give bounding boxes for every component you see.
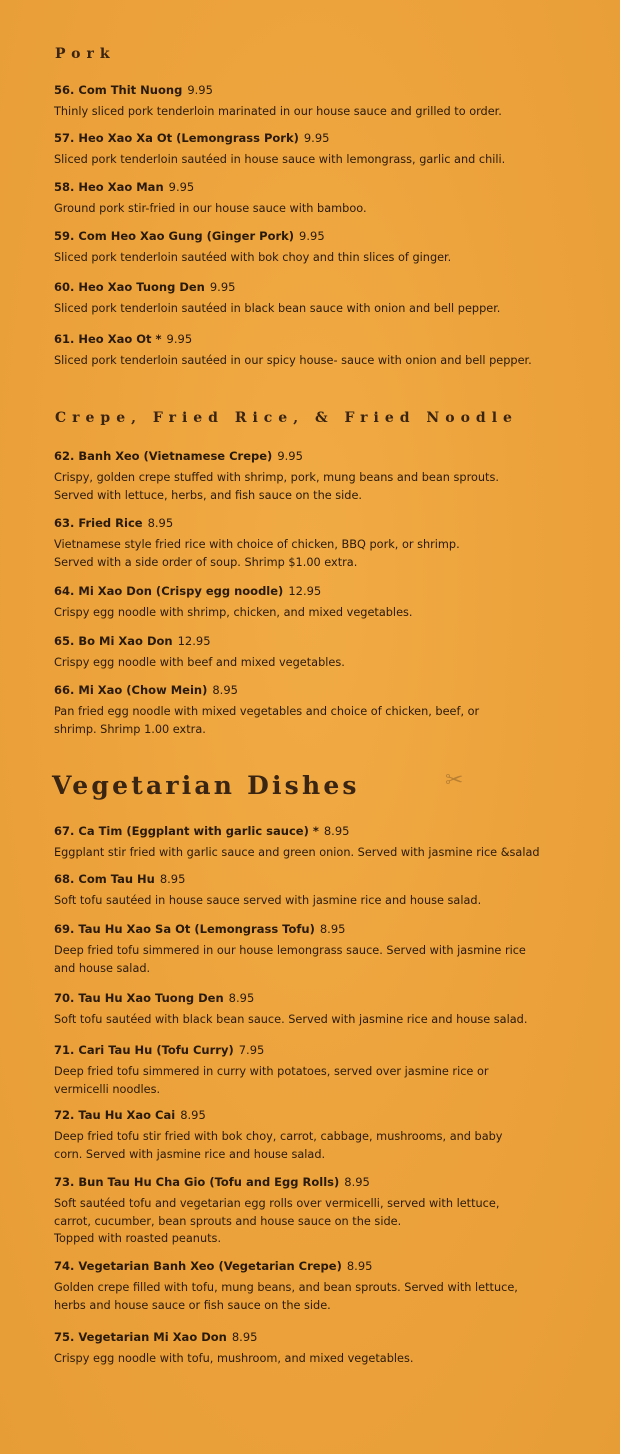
menu-item bbox=[54, 279, 594, 318]
description-line: Vietnamese style fried rice with choice of chicken, BBQ pork, or shrimp. bbox=[54, 538, 460, 551]
menu-item bbox=[54, 823, 594, 862]
menu-item-price: 8.95 bbox=[323, 824, 350, 838]
menu-item-description bbox=[54, 1279, 594, 1314]
description-line: Crispy egg noodle with beef and mixed vegetables. bbox=[54, 656, 345, 669]
description-line: Deep fried tofu simmered in our house lemongrass sauce. Served with jasmine rice bbox=[54, 944, 526, 957]
menu-item-name: 59. Com Heo Xao Gung (Ginger Pork) bbox=[54, 229, 295, 243]
menu-item-description bbox=[54, 942, 594, 977]
description-line: Served with a side order of soup. Shrimp $1.00 extra. bbox=[54, 555, 358, 569]
scissors-icon: ✂ bbox=[445, 768, 464, 793]
menu-item-header bbox=[54, 1329, 594, 1346]
menu-item-name: 62. Banh Xeo (Vietnamese Crepe) bbox=[54, 449, 273, 463]
section-title-vegetarian: Vegetarian Dishes bbox=[52, 771, 360, 800]
menu-item-header bbox=[54, 228, 594, 245]
menu-item-description bbox=[54, 654, 594, 672]
section-title-crepe: Crepe, Fried Rice, & Fried Noodle bbox=[55, 410, 518, 426]
menu-item-price: 12.95 bbox=[288, 584, 322, 598]
menu-item bbox=[54, 1042, 594, 1098]
description-line: Sliced pork tenderloin sautéed in our spicy house- sauce with onion and bell pepper. bbox=[54, 354, 532, 367]
menu-item-price: 9.95 bbox=[168, 180, 195, 194]
menu-item-name: 56. Com Thit Nuong bbox=[54, 83, 183, 97]
description-line: Deep fried tofu simmered in curry with potatoes, served over jasmine rice or bbox=[54, 1065, 489, 1078]
menu-item-name: 69. Tau Hu Xao Sa Ot (Lemongrass Tofu) bbox=[54, 922, 315, 936]
menu-item-name: 63. Fried Rice bbox=[54, 516, 143, 530]
menu-item-price: 9.95 bbox=[166, 332, 193, 346]
description-line: Golden crepe filled with tofu, mung beans, and bean sprouts. Served with lettuce, bbox=[54, 1281, 518, 1294]
description-line: Deep fried tofu stir fried with bok choy, carrot, cabbage, mushrooms, and baby bbox=[54, 1130, 503, 1143]
menu-item-name: 73. Bun Tau Hu Cha Gio (Tofu and Egg Rolls) bbox=[54, 1175, 340, 1189]
menu-item-header bbox=[54, 871, 594, 888]
menu-item-name: 65. Bo Mi Xao Don bbox=[54, 634, 173, 648]
menu-item-header bbox=[54, 448, 594, 465]
menu-item-description bbox=[54, 151, 594, 169]
menu-item-description bbox=[54, 1350, 594, 1368]
menu-item-name: 75. Vegetarian Mi Xao Don bbox=[54, 1330, 227, 1344]
menu-item-header bbox=[54, 515, 594, 532]
description-line: Crispy, golden crepe stuffed with shrimp, pork, mung beans and bean sprouts. bbox=[54, 471, 499, 484]
menu-item-header bbox=[54, 633, 594, 650]
menu-item bbox=[54, 921, 594, 977]
menu-item-name: 58. Heo Xao Man bbox=[54, 180, 164, 194]
description-line: herbs and house sauce or fish sauce on the side. bbox=[54, 1298, 331, 1312]
menu-item-header bbox=[54, 279, 594, 296]
menu-item-header bbox=[54, 921, 594, 938]
description-line: vermicelli noodles. bbox=[54, 1082, 161, 1096]
menu-item-header bbox=[54, 179, 594, 196]
menu-item-description bbox=[54, 1128, 594, 1163]
menu-item bbox=[54, 871, 594, 910]
menu-item-description bbox=[54, 703, 594, 738]
description-line: Thinly sliced pork tenderloin marinated in our house sauce and grilled to order. bbox=[54, 105, 502, 118]
menu-item bbox=[54, 179, 594, 218]
menu-item-name: 71. Cari Tau Hu (Tofu Curry) bbox=[54, 1043, 234, 1057]
menu-item-description bbox=[54, 892, 594, 910]
menu-item-header bbox=[54, 823, 594, 840]
menu-item-name: 66. Mi Xao (Chow Mein) bbox=[54, 683, 208, 697]
menu-item bbox=[54, 633, 594, 672]
menu-item-price: 8.95 bbox=[159, 872, 186, 886]
menu-item-name: 67. Ca Tim (Eggplant with garlic sauce) * bbox=[54, 824, 319, 838]
menu-item-price: 9.95 bbox=[303, 131, 330, 145]
menu-item-name: 64. Mi Xao Don (Crispy egg noodle) bbox=[54, 584, 284, 598]
menu-item-description bbox=[54, 604, 594, 622]
menu-item bbox=[54, 682, 594, 738]
menu-item-price: 8.95 bbox=[231, 1330, 258, 1344]
menu-item-name: 70. Tau Hu Xao Tuong Den bbox=[54, 991, 224, 1005]
description-line: carrot, cucumber, bean sprouts and house sauce on the side. bbox=[54, 1214, 402, 1228]
menu-item-price: 9.95 bbox=[299, 229, 325, 243]
menu-item-name: 68. Com Tau Hu bbox=[54, 872, 155, 886]
menu-item bbox=[54, 130, 594, 169]
description-line: shrimp. Shrimp 1.00 extra. bbox=[54, 722, 206, 736]
menu-item bbox=[54, 515, 594, 571]
menu-item-name: 74. Vegetarian Banh Xeo (Vegetarian Crepe) bbox=[54, 1259, 342, 1273]
description-line: Topped with roasted peanuts. bbox=[54, 1232, 222, 1245]
menu-item-description bbox=[54, 469, 594, 504]
description-line: Crispy egg noodle with shrimp, chicken, and mixed vegetables. bbox=[54, 606, 413, 619]
section-title-pork: Pork bbox=[55, 46, 116, 62]
menu-item-header bbox=[54, 331, 594, 348]
description-line: Ground pork stir-fried in our house sauce with bamboo. bbox=[54, 202, 367, 215]
menu-item bbox=[54, 583, 594, 622]
menu-item-header bbox=[54, 990, 594, 1007]
menu-item-header bbox=[54, 1258, 594, 1275]
menu-item-header bbox=[54, 82, 594, 99]
menu-item-description bbox=[54, 1011, 594, 1029]
menu-item bbox=[54, 1329, 594, 1368]
description-line: Served with lettuce, herbs, and fish sauce on the side. bbox=[54, 488, 363, 502]
description-line: Sliced pork tenderloin sautéed in house sauce with lemongrass, garlic and chili. bbox=[54, 153, 506, 166]
menu-item bbox=[54, 1107, 594, 1163]
menu-item-price: 12.95 bbox=[177, 634, 211, 648]
menu-item bbox=[54, 82, 594, 121]
menu-item-price: 8.95 bbox=[180, 1108, 206, 1122]
description-line: Soft sautéed tofu and vegetarian egg rolls over vermicelli, served with lettuce, bbox=[54, 1197, 500, 1210]
menu-item bbox=[54, 228, 594, 267]
menu-item-description bbox=[54, 249, 594, 267]
menu-item-price: 9.95 bbox=[277, 449, 303, 463]
description-line: Soft tofu sautéed in house sauce served with jasmine rice and house salad. bbox=[54, 894, 482, 907]
menu-item-price: 9.95 bbox=[209, 280, 236, 294]
menu-item-header bbox=[54, 583, 594, 600]
menu-item-description bbox=[54, 103, 594, 121]
menu-item-header bbox=[54, 130, 594, 147]
description-line: Sliced pork tenderloin sautéed with bok choy and thin slices of ginger. bbox=[54, 251, 452, 264]
menu-item-price: 7.95 bbox=[238, 1043, 265, 1057]
description-line: Sliced pork tenderloin sautéed in black bean sauce with onion and bell pepper. bbox=[54, 302, 501, 315]
menu-item-header bbox=[54, 1107, 594, 1124]
menu-item-header bbox=[54, 1042, 594, 1059]
menu-item-price: 8.95 bbox=[147, 516, 174, 530]
menu-item-name: 57. Heo Xao Xa Ot (Lemongrass Pork) bbox=[54, 131, 299, 145]
menu-item bbox=[54, 1258, 594, 1314]
menu-item-description bbox=[54, 844, 594, 862]
menu-item-description bbox=[54, 1195, 594, 1248]
menu-item-price: 8.95 bbox=[344, 1175, 370, 1189]
description-line: Soft tofu sautéed with black bean sauce. Served with jasmine rice and house salad. bbox=[54, 1013, 528, 1026]
menu-item-price: 9.95 bbox=[187, 83, 213, 97]
menu-item-description bbox=[54, 200, 594, 218]
description-line: Eggplant stir fried with garlic sauce and green onion. Served with jasmine rice &salad bbox=[54, 846, 540, 859]
description-line: Pan fried egg noodle with mixed vegetables and choice of chicken, beef, or bbox=[54, 705, 480, 718]
menu-item-header bbox=[54, 1174, 594, 1191]
description-line: and house salad. bbox=[54, 961, 151, 975]
menu-item-name: 60. Heo Xao Tuong Den bbox=[54, 280, 205, 294]
menu-item bbox=[54, 448, 594, 504]
menu-item-name: 72. Tau Hu Xao Cai bbox=[54, 1108, 176, 1122]
menu-item-description bbox=[54, 352, 594, 370]
menu-item-header bbox=[54, 682, 594, 699]
menu-item-description bbox=[54, 536, 594, 571]
description-line: corn. Served with jasmine rice and house salad. bbox=[54, 1147, 326, 1161]
menu-item bbox=[54, 1174, 594, 1248]
menu-item bbox=[54, 331, 594, 370]
menu-item-description bbox=[54, 300, 594, 318]
description-line: Crispy egg noodle with tofu, mushroom, and mixed vegetables. bbox=[54, 1352, 414, 1365]
menu-item-price: 8.95 bbox=[212, 683, 238, 697]
menu-item-price: 8.95 bbox=[319, 922, 346, 936]
menu-item-price: 8.95 bbox=[346, 1259, 373, 1273]
menu-item-price: 8.95 bbox=[228, 991, 255, 1005]
menu-item-name: 61. Heo Xao Ot * bbox=[54, 332, 162, 346]
menu-item bbox=[54, 990, 594, 1029]
menu-item-description bbox=[54, 1063, 594, 1098]
